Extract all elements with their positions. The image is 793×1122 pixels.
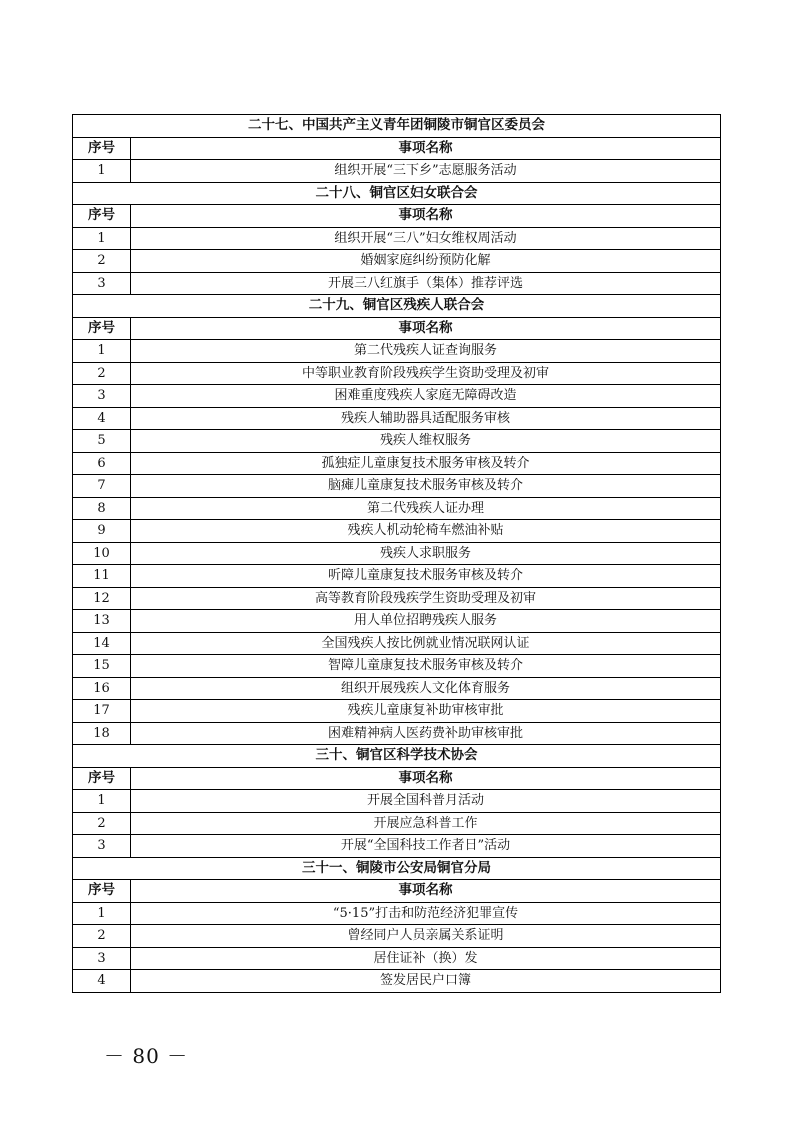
- item-name: 开展“全国科技工作者日”活动: [131, 835, 721, 858]
- item-number: 13: [73, 610, 131, 633]
- item-number: 1: [73, 227, 131, 250]
- item-name: 全国残疾人按比例就业情况联网认证: [131, 632, 721, 655]
- document-page: [72, 114, 720, 993]
- item-name: 组织开展残疾人文化体育服务: [131, 677, 721, 700]
- item-number: 17: [73, 700, 131, 723]
- item-number: 1: [73, 902, 131, 925]
- table-row: [73, 520, 721, 543]
- item-name: 听障儿童康复技术服务审核及转介: [131, 565, 721, 588]
- item-number: 4: [73, 407, 131, 430]
- table-row: [73, 655, 721, 678]
- table-row: [73, 722, 721, 745]
- section-title-row: [73, 295, 721, 318]
- table-row: [73, 812, 721, 835]
- item-name: 开展三八红旗手（集体）推荐评选: [131, 272, 721, 295]
- item-name: 用人单位招聘残疾人服务: [131, 610, 721, 633]
- table-row: [73, 452, 721, 475]
- table-row: [73, 632, 721, 655]
- header-no: 序号: [73, 880, 131, 903]
- column-header-row: [73, 137, 721, 160]
- item-name: 残疾人维权服务: [131, 430, 721, 453]
- item-number: 4: [73, 970, 131, 993]
- item-name: 签发居民户口簿: [131, 970, 721, 993]
- item-number: 1: [73, 790, 131, 813]
- table-row: [73, 925, 721, 948]
- table-row: [73, 362, 721, 385]
- table-row: [73, 407, 721, 430]
- table-row: [73, 497, 721, 520]
- item-name: 第二代残疾人证办理: [131, 497, 721, 520]
- table-row: [73, 610, 721, 633]
- item-number: 3: [73, 385, 131, 408]
- item-number: 7: [73, 475, 131, 498]
- table-row: [73, 677, 721, 700]
- item-name: 中等职业教育阶段残疾学生资助受理及初审: [131, 362, 721, 385]
- column-header-row: [73, 317, 721, 340]
- item-name: “5·15”打击和防范经济犯罪宣传: [131, 902, 721, 925]
- column-header-row: [73, 767, 721, 790]
- table-row: [73, 565, 721, 588]
- item-number: 18: [73, 722, 131, 745]
- section-title: 三十、铜官区科学技术协会: [73, 745, 721, 768]
- item-number: 3: [73, 272, 131, 295]
- item-number: 15: [73, 655, 131, 678]
- item-name: 残疾人机动轮椅车燃油补贴: [131, 520, 721, 543]
- item-number: 16: [73, 677, 131, 700]
- table-row: [73, 587, 721, 610]
- table-row: [73, 542, 721, 565]
- section-title-row: [73, 182, 721, 205]
- item-number: 3: [73, 835, 131, 858]
- table-row: [73, 902, 721, 925]
- header-no: 序号: [73, 137, 131, 160]
- column-header-row: [73, 880, 721, 903]
- item-name: 组织开展“三下乡”志愿服务活动: [131, 160, 721, 183]
- service-items-table: [72, 114, 721, 993]
- table-row: [73, 160, 721, 183]
- table-row: [73, 947, 721, 970]
- table-row: [73, 835, 721, 858]
- section-title: 二十七、中国共产主义青年团铜陵市铜官区委员会: [73, 115, 721, 138]
- table-row: [73, 227, 721, 250]
- item-name: 残疾人辅助器具适配服务审核: [131, 407, 721, 430]
- section-title-row: [73, 857, 721, 880]
- item-name: 脑瘫儿童康复技术服务审核及转介: [131, 475, 721, 498]
- table-row: [73, 430, 721, 453]
- item-number: 2: [73, 362, 131, 385]
- item-number: 1: [73, 340, 131, 363]
- item-name: 第二代残疾人证查询服务: [131, 340, 721, 363]
- item-number: 14: [73, 632, 131, 655]
- column-header-row: [73, 205, 721, 228]
- item-name: 开展应急科普工作: [131, 812, 721, 835]
- section-title-row: [73, 115, 721, 138]
- header-name: 事项名称: [131, 137, 721, 160]
- item-number: 9: [73, 520, 131, 543]
- section-title: 二十九、铜官区残疾人联合会: [73, 295, 721, 318]
- section-title: 二十八、铜官区妇女联合会: [73, 182, 721, 205]
- item-name: 组织开展“三八”妇女维权周活动: [131, 227, 721, 250]
- item-name: 居住证补（换）发: [131, 947, 721, 970]
- item-number: 11: [73, 565, 131, 588]
- item-number: 8: [73, 497, 131, 520]
- header-no: 序号: [73, 317, 131, 340]
- table-body: [73, 115, 721, 993]
- header-no: 序号: [73, 205, 131, 228]
- table-row: [73, 250, 721, 273]
- table-row: [73, 475, 721, 498]
- item-name: 残疾儿童康复补助审核审批: [131, 700, 721, 723]
- item-name: 智障儿童康复技术服务审核及转介: [131, 655, 721, 678]
- table-row: [73, 700, 721, 723]
- item-number: 1: [73, 160, 131, 183]
- item-name: 婚姻家庭纠纷预防化解: [131, 250, 721, 273]
- section-title: 三十一、铜陵市公安局铜官分局: [73, 857, 721, 880]
- section-title-row: [73, 745, 721, 768]
- header-no: 序号: [73, 767, 131, 790]
- item-number: 12: [73, 587, 131, 610]
- table-row: [73, 790, 721, 813]
- item-name: 开展全国科普月活动: [131, 790, 721, 813]
- table-row: [73, 272, 721, 295]
- table-row: [73, 340, 721, 363]
- item-name: 残疾人求职服务: [131, 542, 721, 565]
- item-name: 孤独症儿童康复技术服务审核及转介: [131, 452, 721, 475]
- item-name: 困难重度残疾人家庭无障碍改造: [131, 385, 721, 408]
- page-number: － 80 －: [104, 1044, 189, 1068]
- header-name: 事项名称: [131, 205, 721, 228]
- item-number: 6: [73, 452, 131, 475]
- item-number: 3: [73, 947, 131, 970]
- table-row: [73, 385, 721, 408]
- table-row: [73, 970, 721, 993]
- item-name: 高等教育阶段残疾学生资助受理及初审: [131, 587, 721, 610]
- item-number: 5: [73, 430, 131, 453]
- item-number: 2: [73, 250, 131, 273]
- item-number: 10: [73, 542, 131, 565]
- header-name: 事项名称: [131, 767, 721, 790]
- header-name: 事项名称: [131, 317, 721, 340]
- item-name: 曾经同户人员亲属关系证明: [131, 925, 721, 948]
- item-number: 2: [73, 925, 131, 948]
- header-name: 事项名称: [131, 880, 721, 903]
- item-name: 困难精神病人医药费补助审核审批: [131, 722, 721, 745]
- item-number: 2: [73, 812, 131, 835]
